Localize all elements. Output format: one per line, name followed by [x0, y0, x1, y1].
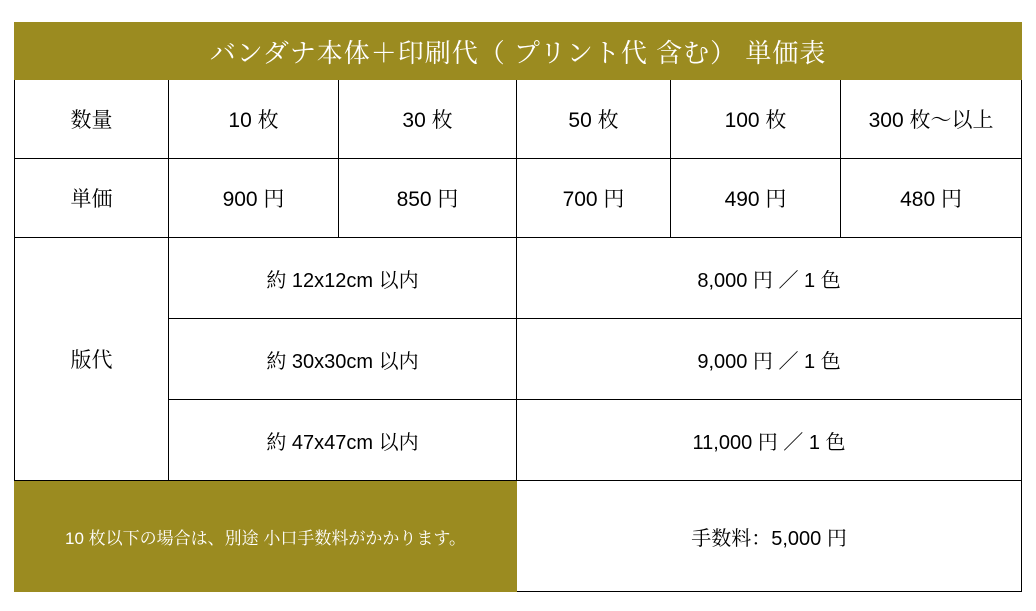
table-row-title: [15, 23, 1022, 80]
unit-price-10: 900 円: [169, 159, 339, 238]
small-lot-note: 10 枚以下の場合は、別途 小口手数料がかかります。: [15, 481, 517, 592]
plate-size-2: 約 30x30cm 以内: [169, 319, 517, 400]
quantity-value-100: 100 枚: [671, 80, 841, 159]
unit-price-300: 480 円: [841, 159, 1022, 238]
table-title: バンダナ本体＋印刷代（ プリント代 含む） 単価表: [15, 23, 1022, 80]
unit-price-row-label: 単価: [15, 159, 169, 238]
quantity-value-50: 50 枚: [517, 80, 671, 159]
pricing-table: [14, 22, 1022, 592]
unit-price-30: 850 円: [339, 159, 517, 238]
quantity-row-label: 数量: [15, 80, 169, 159]
plate-size-1: 約 12x12cm 以内: [169, 238, 517, 319]
plate-fee-row-label: 版代: [15, 238, 169, 481]
table-row-unit-price: [15, 159, 1022, 238]
plate-price-2: 9,000 円 ／ 1 色: [517, 319, 1022, 400]
table-row-quantity: [15, 80, 1022, 159]
quantity-value-10: 10 枚: [169, 80, 339, 159]
plate-price-1: 8,000 円 ／ 1 色: [517, 238, 1022, 319]
unit-price-50: 700 円: [517, 159, 671, 238]
table-row-note: [15, 481, 1022, 592]
handling-fee: 手数料：5,000 円: [517, 481, 1022, 592]
quantity-value-30: 30 枚: [339, 80, 517, 159]
unit-price-100: 490 円: [671, 159, 841, 238]
table-row-plate-1: [15, 238, 1022, 319]
plate-price-3: 11,000 円 ／ 1 色: [517, 400, 1022, 481]
quantity-value-300: 300 枚〜以上: [841, 80, 1022, 159]
plate-size-3: 約 47x47cm 以内: [169, 400, 517, 481]
